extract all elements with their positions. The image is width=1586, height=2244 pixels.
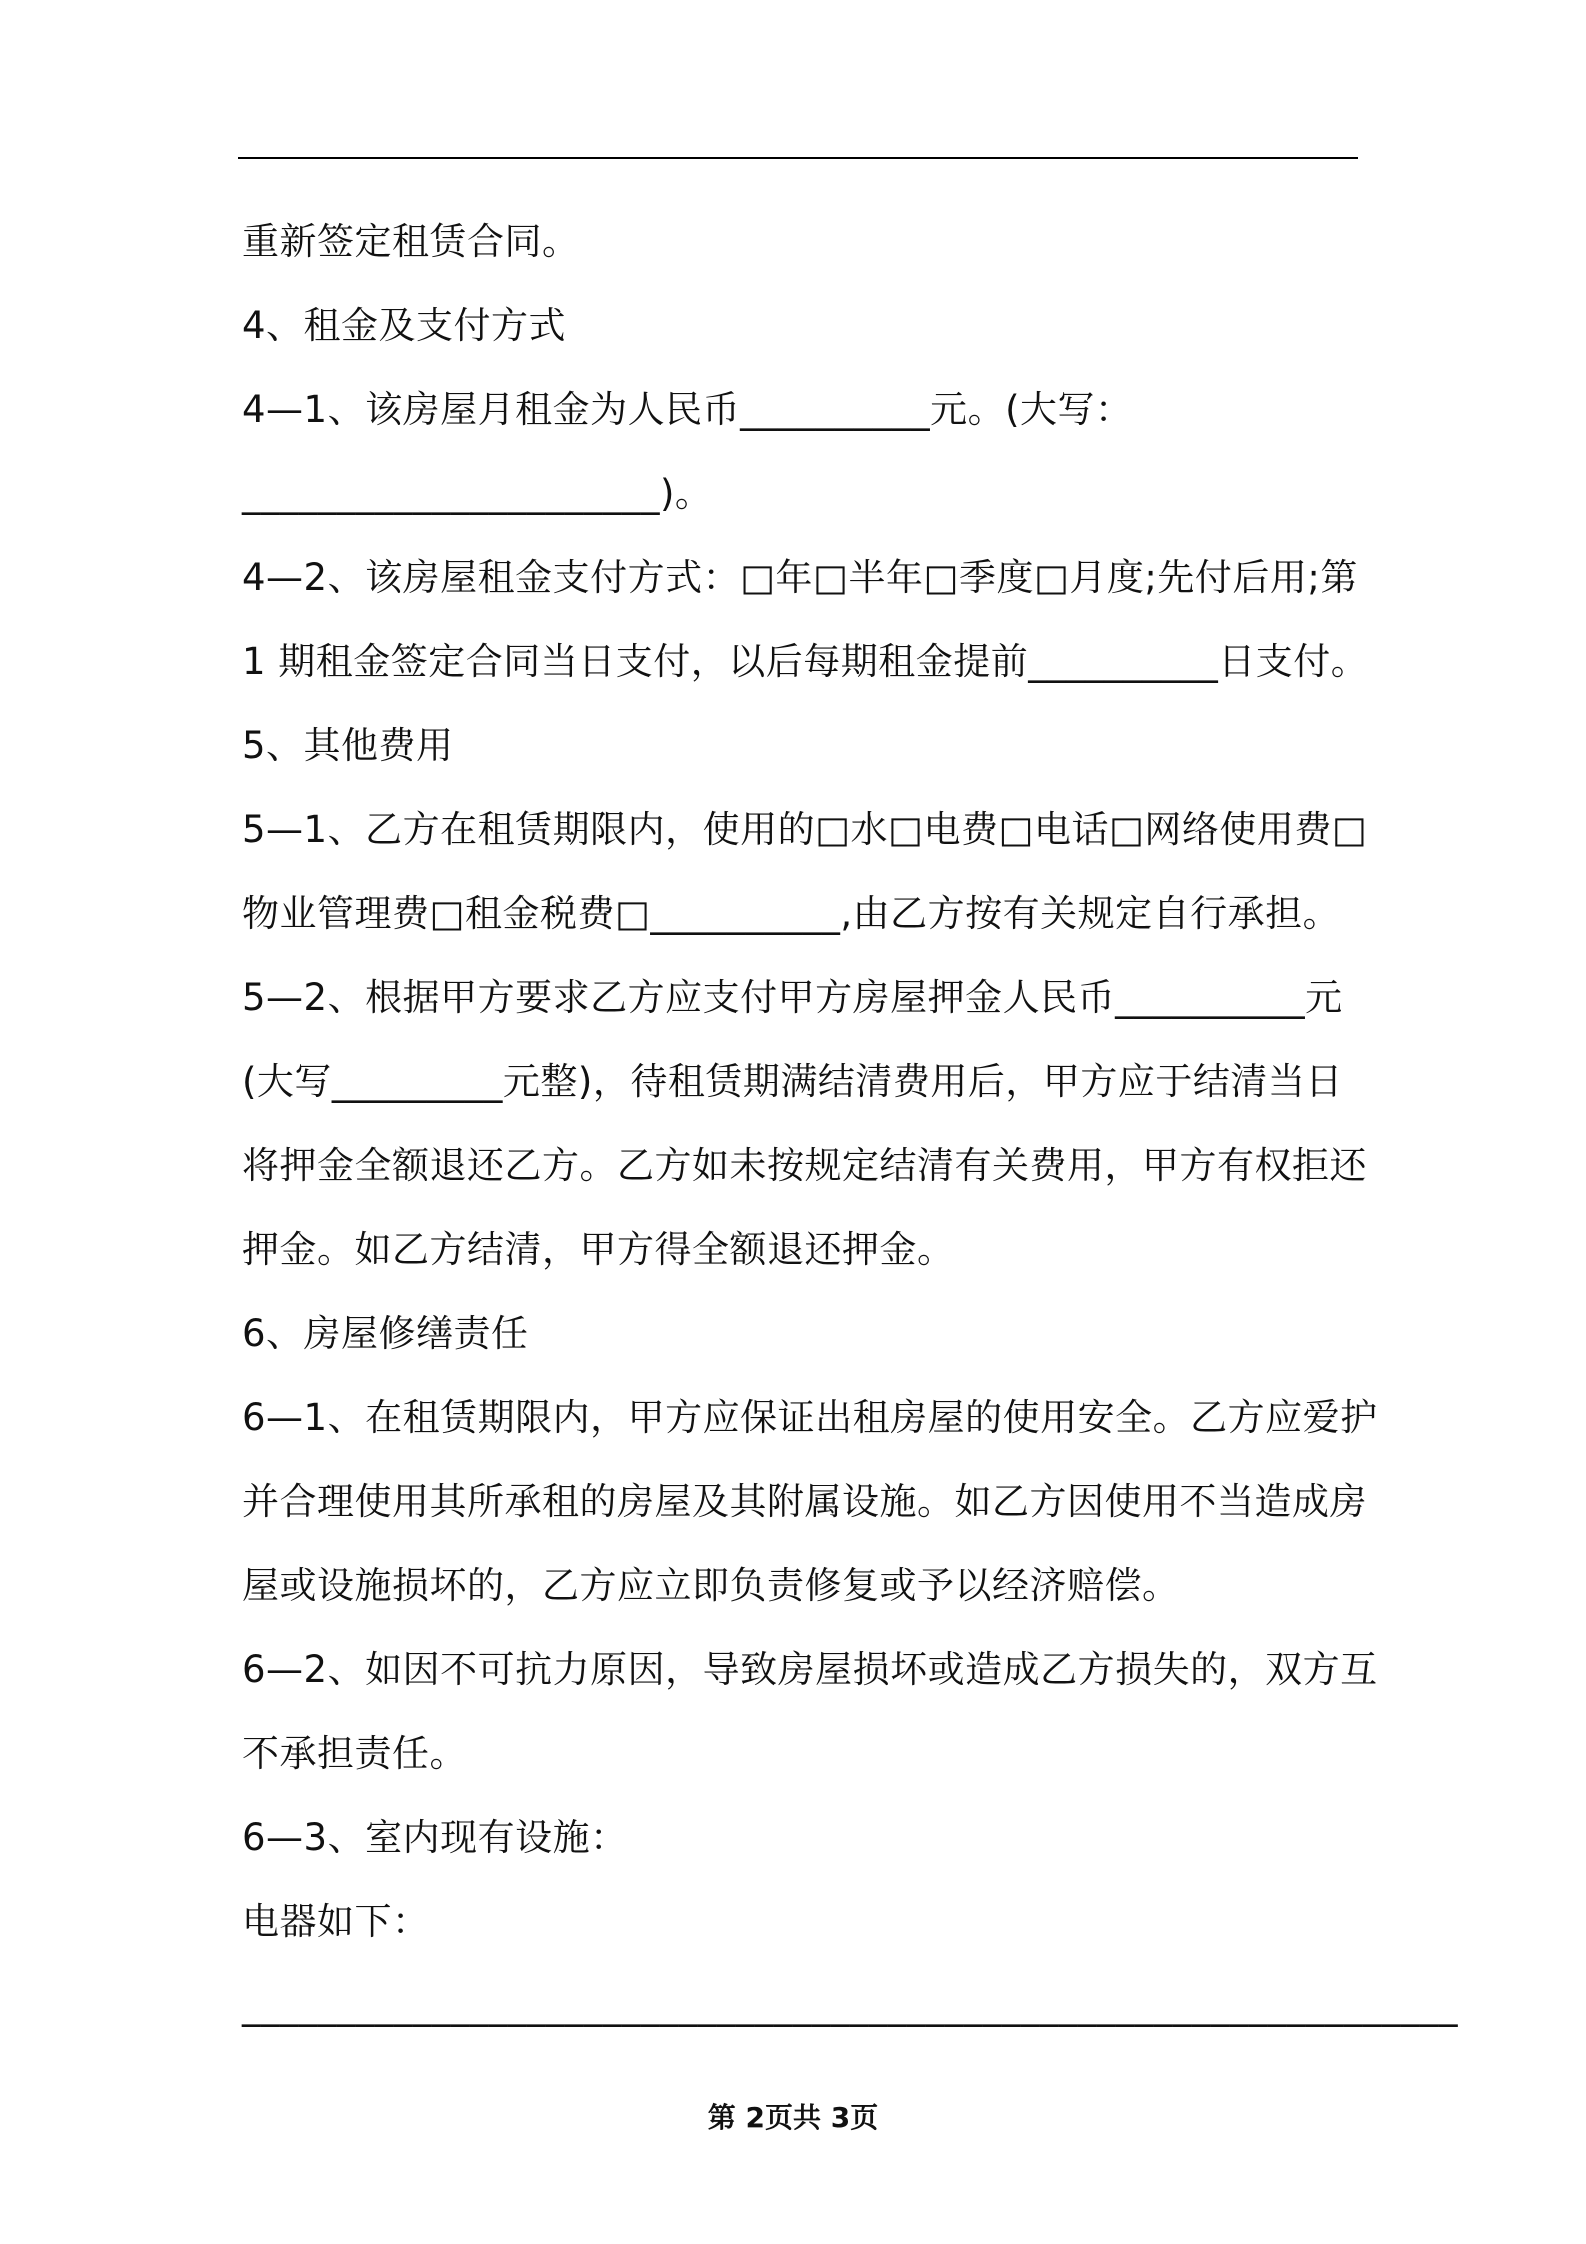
- page-number: 第 2页共 3页: [707, 2101, 879, 2134]
- text-line: 6—1、在租赁期限内，甲方应保证出租房屋的使用安全。乙方应爱护: [242, 1396, 1378, 1439]
- text-line: 不承担责任。: [242, 1732, 467, 1775]
- text-line: 4—1、该房屋月租金为人民币__________元。(大写：: [242, 388, 1133, 431]
- text-line: 1 期租金签定合同当日支付，以后每期租金提前__________日支付。: [242, 640, 1369, 683]
- document-body: [242, 200, 1458, 2048]
- text-line: 押金。如乙方结清，甲方得全额退还押金。: [242, 1228, 955, 1271]
- section-heading: 5、其他费用: [242, 724, 454, 767]
- text-line: 5—1、乙方在租赁期限内，使用的□水□电费□电话□网络使用费□: [242, 808, 1368, 851]
- text-line: 并合理使用其所承租的房屋及其附属设施。如乙方因使用不当造成房: [242, 1480, 1367, 1523]
- text-line: 物业管理费□租金税费□__________,由乙方按有关规定自行承担。: [242, 892, 1341, 935]
- text-line: 6—3、室内现有设施：: [242, 1816, 628, 1859]
- text-line: 将押金全额退还乙方。乙方如未按规定结清有关费用，甲方有权拒还: [242, 1144, 1367, 1187]
- text-line: 6—2、如因不可抗力原因，导致房屋损坏或造成乙方损失的，双方互: [242, 1648, 1378, 1691]
- header-rule: [238, 157, 1358, 159]
- text-line: (大写_________元整)，待租赁期满结清费用后，甲方应于结清当日: [242, 1060, 1343, 1103]
- text-line: 5—2、根据甲方要求乙方应支付甲方房屋押金人民币__________元: [242, 976, 1343, 1019]
- section-heading: 6、房屋修缮责任: [242, 1312, 529, 1355]
- section-heading: 4、租金及支付方式: [242, 304, 567, 347]
- text-line: ______________________)。: [242, 472, 713, 515]
- text-line: 重新签定租赁合同。: [242, 220, 580, 263]
- text-line: 4—2、该房屋租金支付方式：□年□半年□季度□月度;先付后用;第: [242, 556, 1358, 599]
- text-line: 屋或设施损坏的，乙方应立即负责修复或予以经济赔偿。: [242, 1564, 1180, 1607]
- blank-fill-line: ________________________________________________________________: [242, 1984, 1458, 2027]
- text-line: 电器如下：: [242, 1900, 430, 1943]
